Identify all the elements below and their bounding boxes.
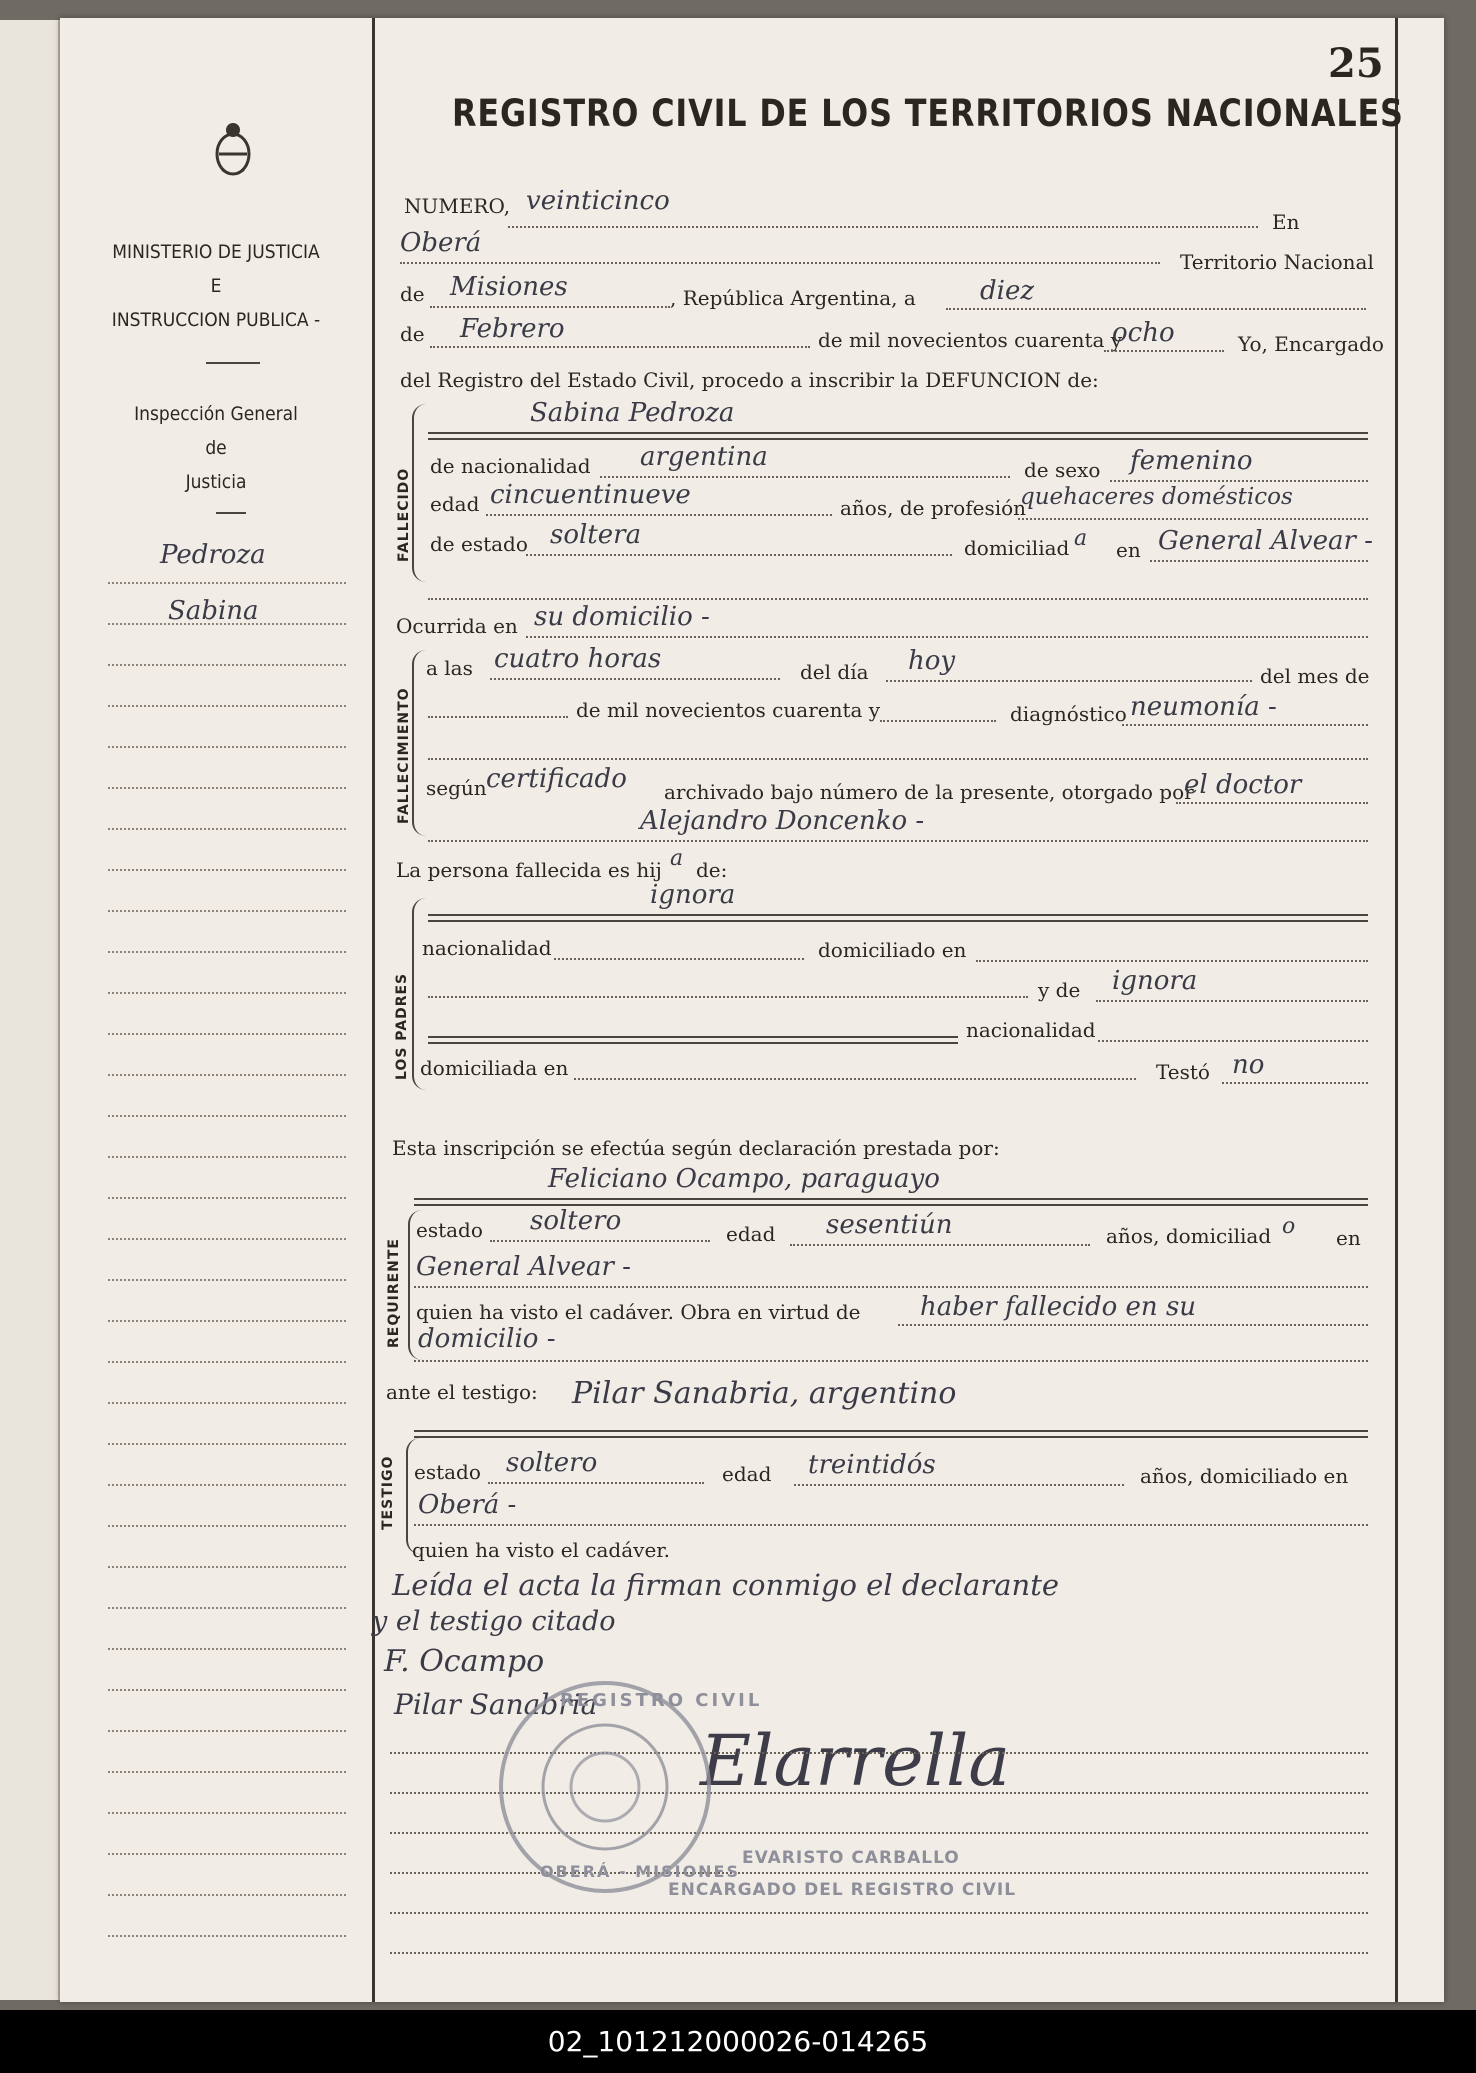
domicilio-label: domiciliad [964, 536, 1070, 560]
domiciliada-label: domiciliada en [420, 1056, 569, 1080]
yde-label: y de [1038, 978, 1081, 1002]
margin-ruled-line [108, 705, 346, 707]
testigo-name: Pilar Sanabria, argentino [572, 1376, 957, 1411]
archivado-label: archivado bajo número de la presente, otorgado por [664, 780, 1194, 804]
ministry-line-3: INSTRUCCION PUBLICA - [111, 309, 321, 331]
stamp-ring-bottom: OBERÁ - MISIONES [540, 1862, 741, 1881]
persona-de: de: [696, 858, 728, 882]
quien2-label: quien ha visto el cadáver. [412, 1538, 671, 1562]
sidebar-divider-2 [216, 512, 246, 514]
page-number: 25 [1328, 40, 1384, 87]
margin-note-surname: Pedroza [160, 540, 266, 570]
margin-ruled-line [108, 1484, 346, 1486]
testo-label: Testó [1156, 1060, 1210, 1084]
margin-ruled-line [108, 951, 346, 953]
margin-ruled-line [108, 1771, 346, 1773]
test-estado-label: estado [414, 1460, 481, 1484]
profesion-label: años, de profesión [840, 496, 1027, 520]
margin-ruled-line [108, 1607, 346, 1609]
previous-page-edge [0, 20, 60, 2000]
padre-value: ignora [650, 880, 736, 910]
margin-note-name: Sabina [168, 596, 259, 626]
diagnostico-value: neumonía - [1130, 692, 1277, 722]
registro-label: del Registro del Estado Civil, procedo a inscribir la DEFUNCION de: [400, 368, 1099, 392]
stamp-role-line: ENCARGADO DEL REGISTRO CIVIL [668, 1880, 1017, 1900]
territorio-label: Territorio Nacional [1180, 250, 1374, 274]
margin-ruled-line [108, 1894, 346, 1896]
req-domicilio-value: General Alvear - [416, 1252, 631, 1282]
margin-ruled-line [108, 1525, 346, 1527]
sexo-label: de sexo [1024, 458, 1101, 482]
ocurrida-value: su domicilio - [534, 602, 710, 632]
margin-ruled-line [108, 1853, 346, 1855]
fallecimiento-side-label: FALLECIMIENTO [396, 687, 412, 824]
madre-value: ignora [1112, 966, 1198, 996]
quien-label: quien ha visto el cadáver. Obra en virtud de [416, 1300, 861, 1324]
signature-declarante: F. Ocampo [384, 1644, 545, 1679]
mes-label: del mes de [1260, 664, 1370, 688]
inspection-line-1: Inspección General [134, 403, 298, 425]
estado-label: de estado [430, 532, 528, 556]
edad-value: cincuentinueve [490, 480, 691, 510]
right-rule [1395, 18, 1398, 2002]
de-label: de [400, 282, 425, 306]
main-ruled-line [390, 1952, 1368, 1954]
margin-ruled-line [108, 1279, 346, 1281]
ocurrida-label: Ocurrida en [396, 614, 518, 638]
requirente-side-label: REQUIRENTE [386, 1238, 402, 1348]
padres-side-label: LOS PADRES [394, 972, 410, 1080]
persona-suffix: a [670, 846, 684, 871]
margin-ruled-line [108, 1443, 346, 1445]
req-estado-label: estado [416, 1218, 483, 1242]
testigo-side-label: TESTIGO [380, 1455, 396, 1530]
dia-value: hoy [908, 646, 956, 676]
inscripcion-label: Esta inscripción se efectúa según declaración prestada por: [392, 1136, 1000, 1160]
margin-ruled-line [108, 1074, 346, 1076]
en2-label: en [1116, 538, 1141, 562]
profesion-value: quehaceres domésticos [1020, 484, 1293, 510]
req-edad-label: edad [726, 1222, 776, 1246]
main-ruled-line [390, 1912, 1368, 1914]
segun-value: certificado [486, 764, 627, 794]
test-estado-value: soltero [506, 1448, 598, 1478]
nacionalidad-label: de nacionalidad [430, 454, 591, 478]
horas-label: a las [426, 656, 473, 680]
territory-value: Misiones [450, 272, 568, 302]
mil2-label: de mil novecientos cuarenta y [576, 698, 881, 722]
margin-ruled-line [108, 746, 346, 748]
doctor-name: Alejandro Doncenko - [640, 806, 925, 836]
domicilio-value: General Alvear - [1158, 526, 1373, 556]
test-edad-label: edad [722, 1462, 772, 1486]
margin-ruled-line [108, 1320, 346, 1322]
sidebar-divider [206, 362, 260, 364]
margin-ruled-line [108, 1115, 346, 1117]
nac-label: nacionalidad [422, 936, 552, 960]
margin-ruled-line [108, 869, 346, 871]
year-value: ocho [1112, 318, 1175, 348]
margin-ruled-line [108, 910, 346, 912]
margin-ruled-line [108, 1730, 346, 1732]
inspection-line-3: Justicia [185, 471, 247, 493]
test-anos-label: años, domiciliado en [1140, 1464, 1349, 1488]
numero-label: NUMERO, [404, 194, 511, 218]
stamp-ring-top: REGISTRO CIVIL [560, 1690, 763, 1711]
ministry-line-1: MINISTERIO DE JUSTICIA [112, 241, 320, 263]
testo-value: no [1232, 1050, 1265, 1080]
margin-ruled-line [108, 1033, 346, 1035]
margin-ruled-line [108, 664, 346, 666]
segun-label: según [426, 776, 487, 800]
req-estado-value: soltero [530, 1206, 622, 1236]
virtud-continuation: domicilio - [418, 1324, 556, 1354]
diagnostico-label: diagnóstico [1010, 702, 1127, 726]
sexo-value: femenino [1130, 446, 1253, 476]
req-suffix: o [1282, 1214, 1296, 1239]
en-label: En [1272, 210, 1300, 234]
margin-ruled-line [108, 828, 346, 830]
margin-ruled-line [108, 787, 346, 789]
numero-value: veinticinco [526, 186, 670, 216]
signature-encargado: Elarrella [700, 1720, 1011, 1802]
domicilio-suffix: a [1074, 526, 1088, 551]
persona-label: La persona fallecida es hij [396, 858, 662, 882]
closing-line-1: Leída el acta la firman conmigo el declarante [392, 1568, 1060, 1602]
doctor-value: el doctor [1184, 770, 1302, 800]
margin-ruled-line [108, 1238, 346, 1240]
test-domicilio-value: Oberá - [418, 1490, 517, 1520]
req-en-label: en [1336, 1226, 1361, 1250]
test-edad-value: treintidós [808, 1450, 936, 1480]
argentina-coat-of-arms-icon [210, 120, 256, 180]
estado-value: soltera [550, 520, 642, 550]
de2-label: de [400, 322, 425, 346]
margin-ruled-line [108, 623, 346, 625]
footer-code: 02_101212000026-014265 [547, 2025, 929, 2058]
req-anos-label: años, domiciliad [1106, 1224, 1272, 1248]
nac2-label: nacionalidad [966, 1018, 1096, 1042]
margin-ruled-line [108, 992, 346, 994]
margin-ruled-line [108, 1361, 346, 1363]
fallecido-side-label: FALLECIDO [396, 467, 412, 562]
signature-testigo: Pilar Sanabria [394, 1688, 598, 1721]
republica-label: , República Argentina, a [670, 286, 916, 310]
domiciliado-label: domiciliado en [818, 938, 967, 962]
margin-ruled-line [108, 1689, 346, 1691]
margin-ruled-line [108, 582, 346, 584]
deceased-name: Sabina Pedroza [530, 398, 735, 428]
day-value: diez [980, 276, 1035, 306]
closing-line-2: y el testigo citado [372, 1606, 616, 1637]
testigo-label: ante el testigo: [386, 1380, 538, 1404]
month-value: Febrero [460, 314, 565, 344]
place-value: Oberá [400, 228, 482, 258]
yo-label: Yo, Encargado [1238, 332, 1384, 356]
virtud-value: haber fallecido en su [920, 1292, 1197, 1322]
inspection-line-2: de [205, 437, 227, 459]
page-title: REGISTRO CIVIL DE LOS TERRITORIOS NACIONALES [452, 92, 1404, 135]
margin-ruled-line [108, 1566, 346, 1568]
req-edad-value: sesentiún [826, 1210, 953, 1240]
stamp-name-line: EVARISTO CARBALLO [742, 1848, 960, 1868]
nacionalidad-value: argentina [640, 442, 768, 472]
margin-ruled-line [108, 1648, 346, 1650]
mil-label: de mil novecientos cuarenta y [818, 328, 1123, 352]
margin-ruled-line [108, 1156, 346, 1158]
margin-ruled-line [108, 1197, 346, 1199]
margin-ruled-line [108, 1402, 346, 1404]
ministry-line-2: E [210, 275, 222, 297]
edad-label: edad [430, 492, 480, 516]
declarante-name: Feliciano Ocampo, paraguayo [548, 1164, 940, 1194]
margin-ruled-line [108, 1935, 346, 1937]
horas-value: cuatro horas [494, 644, 662, 674]
dia-label: del día [800, 660, 869, 684]
margin-ruled-line [108, 1812, 346, 1814]
